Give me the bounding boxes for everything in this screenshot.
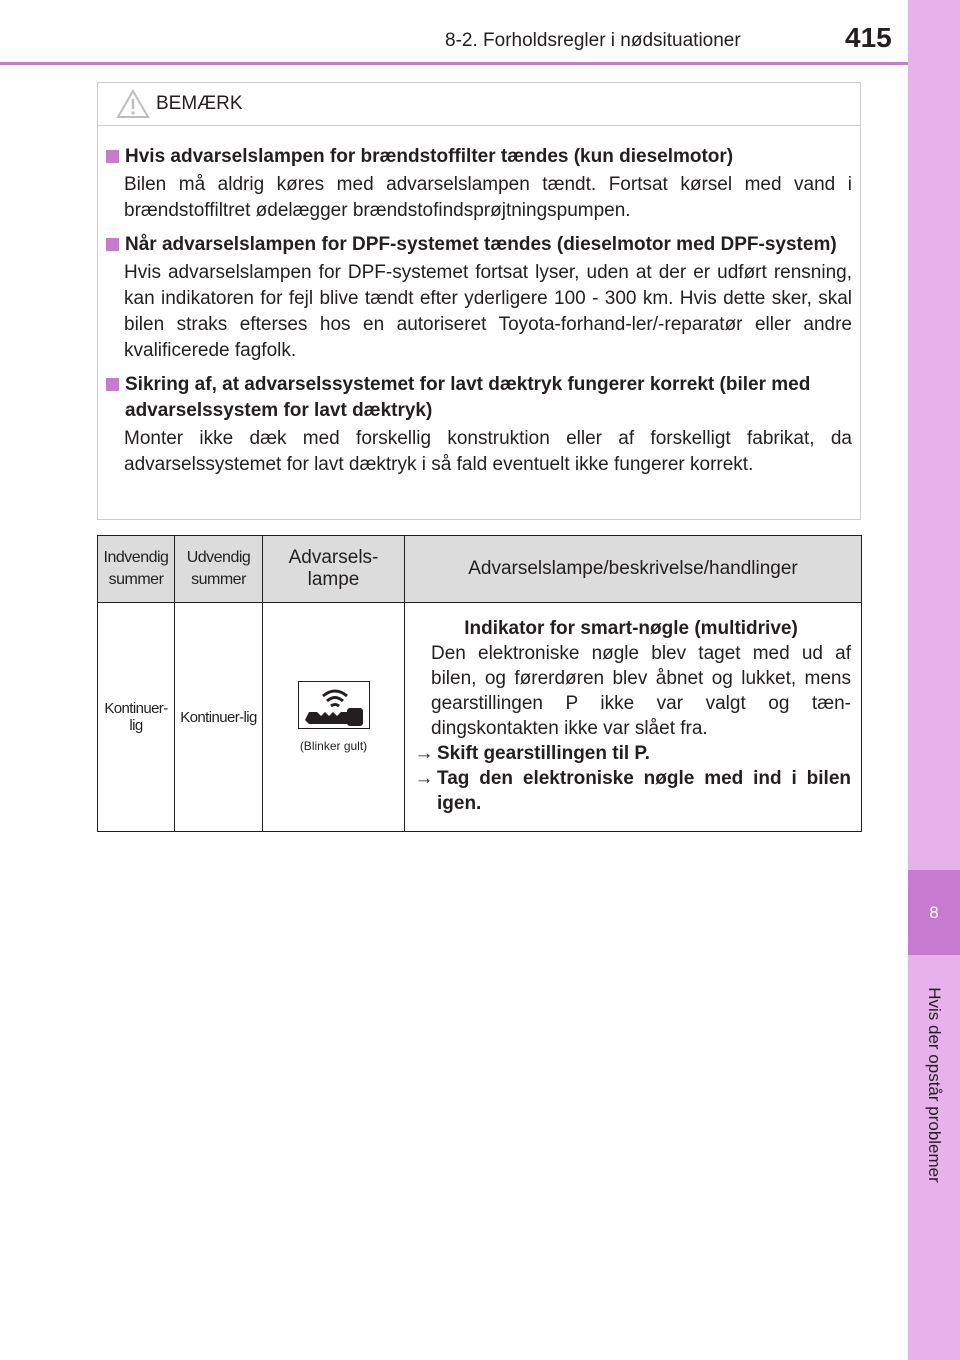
header-inner-buzzer: Indvendig summer (98, 536, 175, 603)
chapter-tab[interactable]: 8 (908, 870, 960, 955)
inner-buzzer-cell: Kontinuer-lig (98, 603, 175, 832)
notice-item (106, 232, 852, 364)
chapter-label (908, 955, 960, 1215)
action-item (411, 766, 851, 816)
notice-item-text: Monter ikke dæk med forskellig konstruktion eller af forskelligt fabrikat, da advarselssystemet for lavt dæktryk i så fald eventuelt ikke fungerer korrekt. (124, 428, 852, 475)
description-cell (405, 603, 862, 832)
action-text: Skift gearstillingen til P. (437, 743, 650, 764)
chapter-label-text: Hvis der opstår problemer (925, 987, 945, 1183)
page-number: 415 (845, 22, 892, 53)
section-title: 8-2. Forholdsregler i nødsituationer (445, 30, 741, 51)
notice-item-heading: Sikring af, at advarselssystemet for lavt dæktryk fungerer korrekt (biler med advarselssystem for lavt dæktryk) (125, 374, 811, 421)
notice-item-heading: Hvis advarselslampen for brændstoffilter tændes (kun dieselmotor) (125, 146, 734, 167)
table-header-row (98, 536, 862, 603)
outer-buzzer-cell: Kontinuer-lig (175, 603, 263, 832)
header-warning-lamp: Advarsels-lampe (263, 536, 405, 603)
notice-title: BEMÆRK (156, 93, 243, 114)
action-item (411, 741, 851, 766)
header-outer-buzzer: Udvendig summer (175, 536, 263, 603)
indicator-title: Indikator for smart-nøgle (multidrive) (464, 618, 798, 639)
notice-item (106, 372, 852, 478)
notice-item-text: Bilen må aldrig køres med advarselslampen tændt. Fortsat kørsel med vand i brændstoffiltret ødelægger brændstofindsprøjtningspumpen. (124, 174, 852, 221)
smart-key-icon (298, 681, 370, 729)
bullet-square-icon (106, 238, 119, 251)
notice-box (97, 82, 861, 520)
lamp-note: (Blinker gult) (299, 739, 368, 753)
notice-item-text: Hvis advarselslampen for DPF-systemet fortsat lyser, uden at der er udført rensning, kan indikatoren for fejl blive tændt efter yderligere 100 - 300 km. Hvis dette sker, skal bilen straks efterses hos en autoriseret Toyota-forhand-ler/-reparatør eller andre kvalificerede fagfolk. (124, 262, 852, 361)
table-row (98, 603, 862, 832)
arrow-right-icon: → (414, 768, 434, 789)
bullet-square-icon (106, 378, 119, 391)
lamp-cell (263, 603, 405, 832)
notice-header (98, 83, 860, 126)
notice-body (98, 126, 860, 478)
notice-item (106, 144, 852, 224)
notice-item-heading: Når advarselslampen for DPF-systemet tændes (dieselmotor med DPF-system) (125, 234, 837, 255)
indicator-description: Den elektroniske nøgle blev taget med ud af bilen, og førerdøren blev åbnet og lukket, mens gearstillingen P ikke var valgt og tæn-dingskontakten ikke var slået fra. (431, 643, 851, 739)
arrow-right-icon: → (414, 743, 434, 764)
warning-triangle-icon (116, 89, 150, 119)
header-rule (0, 62, 908, 65)
warning-table (97, 535, 862, 832)
bullet-square-icon (106, 150, 119, 163)
header-description: Advarselslampe/beskrivelse/handlinger (405, 536, 862, 603)
action-text: Tag den elektroniske nøgle med ind i bilen igen. (437, 768, 851, 814)
